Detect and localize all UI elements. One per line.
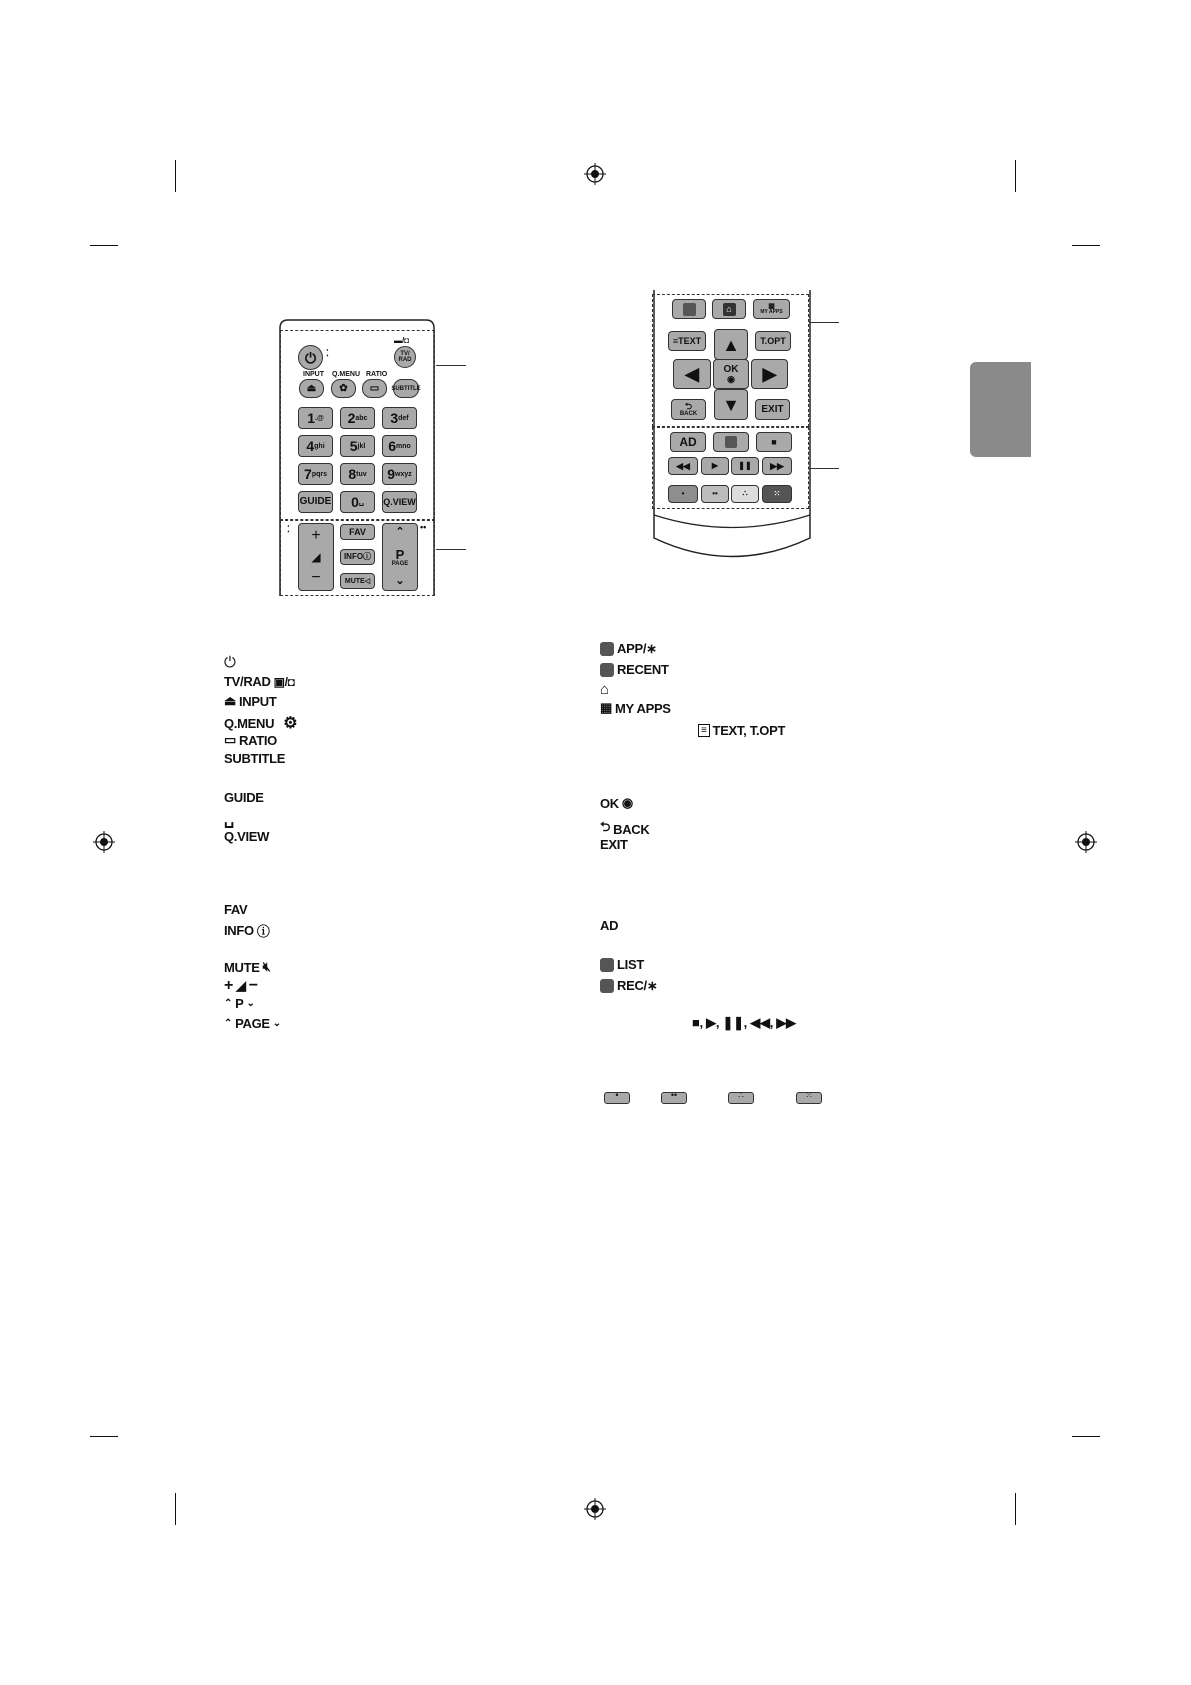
page-dots-icon: •• — [420, 522, 427, 532]
gear-icon: ⚙ — [283, 715, 298, 732]
text-button[interactable]: ≡ TEXT — [668, 331, 706, 351]
myapps-button[interactable]: ▦ MY APPS — [753, 299, 790, 319]
qview-button[interactable]: Q.VIEW — [382, 491, 417, 513]
list-ad: AD — [600, 918, 619, 933]
mute-icon: 🔇︎ — [262, 959, 271, 974]
key-9[interactable]: 9 wxyz — [382, 463, 417, 485]
ok-icon: ◉ — [621, 795, 633, 810]
left-button[interactable]: ◀ — [673, 359, 711, 389]
list-recent: RECENT — [600, 662, 669, 677]
qmenu-button[interactable]: ✿ — [331, 379, 356, 398]
list-square-icon — [600, 958, 614, 972]
leader-line — [809, 322, 839, 323]
input-icon: ⏏ — [224, 693, 236, 708]
pause-button[interactable]: ❚❚ — [731, 457, 759, 475]
list-qview: Q.VIEW — [224, 829, 270, 844]
color-button-2[interactable]: •• — [701, 485, 729, 503]
key-2[interactable]: 2 abc — [340, 407, 375, 429]
color-key-2: •• — [661, 1091, 687, 1109]
tv-radio-icon: ▣/◘ — [273, 674, 295, 689]
registration-mark-icon — [584, 163, 606, 185]
list-text-topt: ≡ TEXT, T.OPT — [698, 723, 785, 738]
fav-button[interactable]: FAV — [340, 524, 375, 540]
power-icon: ⏻ — [224, 654, 236, 671]
chevron-up-icon: ⌃ — [224, 998, 233, 1009]
info-button[interactable]: INFO ⓘ — [340, 549, 375, 565]
list-button[interactable] — [713, 432, 749, 452]
page-rocker[interactable]: ⌃ P PAGE ⌄ — [382, 523, 418, 591]
color-key-4: ⁙ — [796, 1091, 822, 1109]
app-button[interactable] — [672, 299, 706, 319]
qmenu-label: Q.MENU — [332, 371, 360, 378]
list-subtitle: SUBTITLE — [224, 751, 286, 766]
color-button-4[interactable]: ⁙ — [762, 485, 792, 503]
key-3[interactable]: 3 def — [382, 407, 417, 429]
crop-mark — [1072, 245, 1100, 246]
key-8[interactable]: 8 tuv — [340, 463, 375, 485]
key-7[interactable]: 7 pqrs — [298, 463, 333, 485]
list-app: APP/∗ — [600, 641, 657, 657]
list-p: ⌃ P ⌄ — [224, 996, 255, 1011]
list-tvrad: TV/RAD ▣/◘ — [224, 674, 295, 689]
list-page: ⌃ PAGE ⌄ — [224, 1016, 281, 1031]
chevron-up-icon: ⌃ — [224, 1018, 233, 1029]
key-4[interactable]: 4 ghi — [298, 435, 333, 457]
rec-square-icon — [600, 979, 614, 993]
power-dots-icon: ⁚ — [326, 348, 329, 358]
stop-button[interactable]: ■ — [756, 432, 792, 452]
list-playback: ■, ▶, ❚❚, ◀◀, ▶▶ — [692, 1015, 796, 1030]
crop-mark — [90, 245, 118, 246]
right-button[interactable]: ▶ — [751, 359, 788, 389]
ratio-label: RATIO — [366, 371, 388, 378]
input-button[interactable]: ⏏ — [299, 379, 324, 398]
tv-rad-icon: ▬/◘ — [394, 336, 410, 345]
volume-icon: ◢ — [236, 978, 246, 993]
home-button[interactable]: ⌂ — [712, 299, 746, 319]
home-icon: ⌂ — [600, 681, 609, 698]
crop-mark — [90, 1436, 118, 1437]
ad-button[interactable]: AD — [670, 432, 706, 452]
list-input: ⏏ INPUT — [224, 693, 277, 709]
subtitle-button[interactable]: SUBTITLE — [393, 379, 419, 398]
list-ratio: ▭ RATIO — [224, 732, 277, 748]
chevron-down-icon: ⌄ — [246, 998, 255, 1009]
ratio-button[interactable]: ▭ — [362, 379, 387, 398]
key-0[interactable]: 0 ␣ — [340, 491, 375, 513]
registration-mark-icon — [93, 831, 115, 853]
language-tab — [970, 362, 1031, 457]
down-button[interactable]: ▼ — [714, 389, 748, 420]
list-list: LIST — [600, 957, 644, 972]
info-icon: ⓘ — [256, 924, 270, 939]
space-icon: ␣ — [224, 811, 234, 828]
recent-square-icon — [600, 663, 614, 677]
color-key-1: • — [604, 1091, 630, 1109]
list-rec: REC/∗ — [600, 978, 657, 994]
list-myapps: ▦ MY APPS — [600, 700, 671, 716]
list-mute: MUTE 🔇︎ — [224, 959, 271, 975]
play-button[interactable]: ▶ — [701, 457, 729, 475]
app-square-icon — [600, 642, 614, 656]
crop-mark — [1072, 1436, 1100, 1437]
power-button[interactable]: ⏻ — [298, 345, 323, 370]
back-button[interactable]: ⮌ BACK — [671, 399, 706, 420]
mute-button[interactable]: MUTE ◁ — [340, 573, 375, 589]
color-button-3[interactable]: ∴ — [731, 485, 759, 503]
guide-button[interactable]: GUIDE — [298, 491, 333, 513]
list-power — [224, 654, 236, 671]
key-5[interactable]: 5 jkl — [340, 435, 375, 457]
volume-rocker[interactable]: + ◢ − — [298, 523, 334, 591]
crop-mark — [1015, 1493, 1016, 1525]
list-ok: OK ◉ — [600, 795, 633, 811]
list-volume: + ◢ − — [224, 977, 258, 994]
rewind-button[interactable]: ◀◀ — [668, 457, 698, 475]
leader-line — [436, 365, 466, 366]
ratio-icon: ▭ — [224, 732, 236, 747]
list-exit: EXIT — [600, 837, 628, 852]
grid-icon: ▦ — [600, 700, 612, 715]
forward-button[interactable]: ▶▶ — [762, 457, 792, 475]
list-info: INFO ⓘ — [224, 923, 270, 939]
input-label: INPUT — [303, 371, 324, 378]
ok-button[interactable]: OK ◉ — [713, 359, 749, 389]
exit-button[interactable]: EXIT — [755, 399, 790, 420]
crop-mark — [175, 160, 176, 192]
registration-mark-icon — [1075, 831, 1097, 853]
topt-button[interactable]: T.OPT — [755, 331, 791, 351]
tv-rad-button[interactable]: TV/ RAD — [394, 346, 416, 368]
back-arrow-icon: ⮌ — [600, 819, 611, 834]
key-1[interactable]: 1 .@ — [298, 407, 333, 429]
volume-dots-icon: ⁚ — [287, 524, 290, 534]
up-button[interactable]: ▲ — [714, 329, 748, 360]
list-guide: GUIDE — [224, 790, 264, 805]
list-space — [224, 809, 234, 829]
chevron-down-icon: ⌄ — [272, 1018, 281, 1029]
crop-mark — [175, 1493, 176, 1525]
crop-mark — [1015, 160, 1016, 192]
list-fav: FAV — [224, 902, 248, 917]
teletext-icon: ≡ — [698, 724, 710, 737]
leader-line — [436, 549, 466, 550]
list-home — [600, 681, 609, 698]
leader-line — [809, 468, 839, 469]
list-qmenu: Q.MENU ⚙ — [224, 715, 298, 732]
color-key-3: ∴ — [728, 1091, 754, 1109]
color-button-1[interactable]: • — [668, 485, 698, 503]
registration-mark-icon — [584, 1498, 606, 1520]
key-6[interactable]: 6 mno — [382, 435, 417, 457]
list-back: ⮌ BACK — [600, 818, 649, 840]
